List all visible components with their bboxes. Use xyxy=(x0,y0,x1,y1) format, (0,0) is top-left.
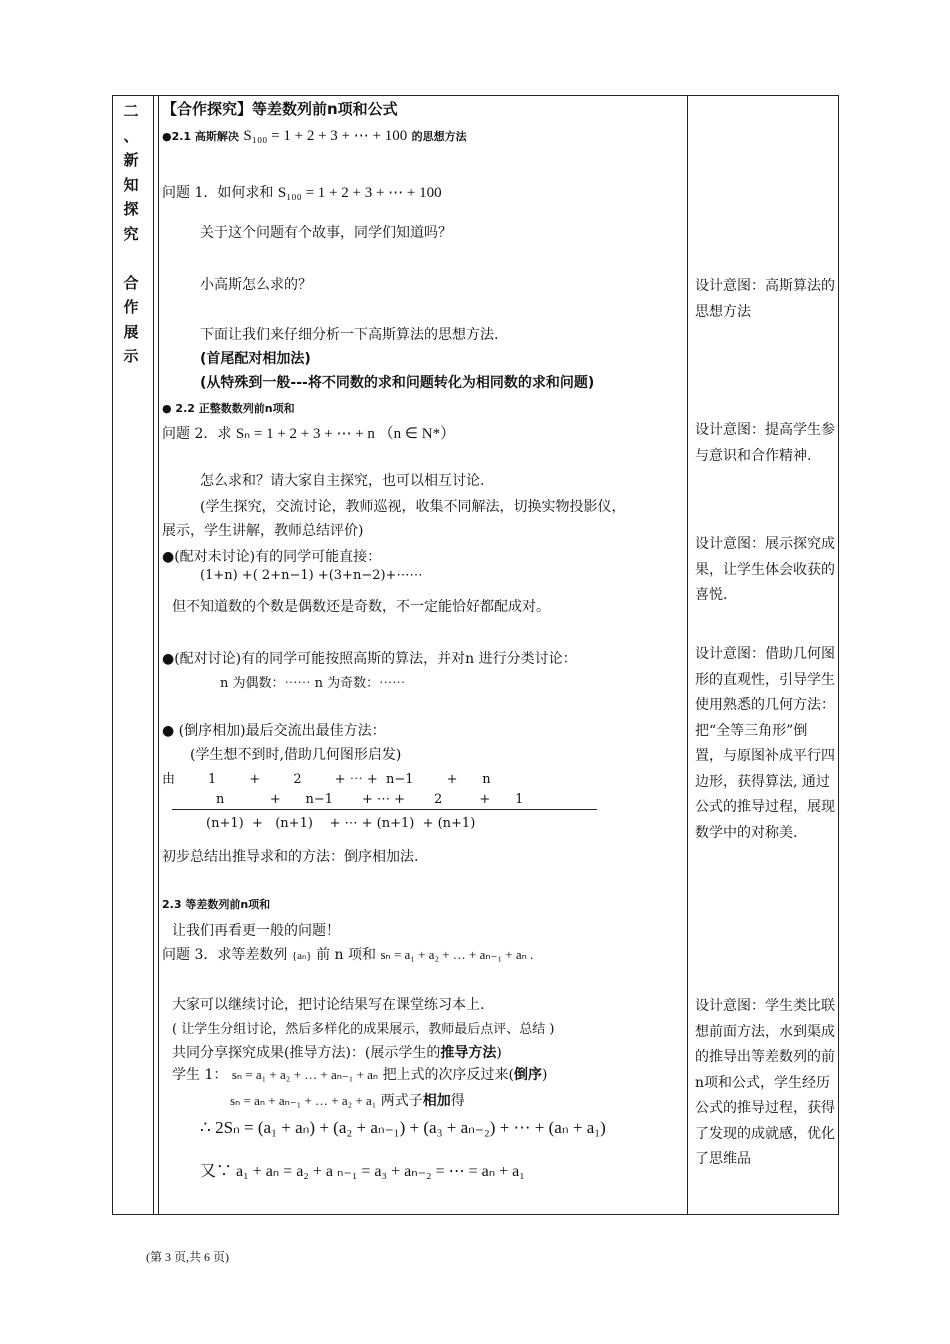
student-label: 学生 1： xyxy=(172,1067,228,1083)
expression-row: (n+1) + (n+1) + ⋯ + (n+1) + (n+1) xyxy=(206,816,476,831)
question-2 xyxy=(162,422,455,443)
formula: S₁₀₀ = 1 + 2 + 3 + ⋯ + 100 xyxy=(277,185,442,201)
question-label: 问题 1．如何求和 xyxy=(162,185,274,201)
expression: (1+n) +( 2+n−1) +(3+n−2)+⋯⋯ xyxy=(200,568,423,583)
paragraph: ( 让学生分组讨论，然后多样化的成果展示，教师最后点评、总结 ) xyxy=(172,1022,555,1037)
question-label: 问题 2．求 xyxy=(162,426,232,442)
paragraph: 怎么求和？请大家自主探究，也可以相互讨论. xyxy=(200,473,485,489)
design-note: 设计意图：展示探究成果，让学生体会收获的喜悦. xyxy=(695,536,835,603)
design-note: 设计意图：高斯算法的思想方法 xyxy=(695,278,835,320)
paragraph: 让我们再看更一般的问题！ xyxy=(172,923,340,939)
section-label-char: 合 xyxy=(123,273,139,292)
question-label: 问题 3．求等差数列 xyxy=(162,947,288,963)
paragraph: 展示，学生讲解，教师总结评价) xyxy=(162,523,364,539)
emphasis: 推导方法 xyxy=(440,1045,497,1061)
paragraph: 下面让我们来仔细分析一下高斯算法的思想方法. xyxy=(200,327,499,343)
equal-formula: 又∵ a₁ + aₙ = a₂ + a ₙ₋₁ = a₃ + aₙ₋₂ = ⋯ = aₙ + a₁ xyxy=(200,1163,525,1180)
paragraph: 大家可以继续讨论，把讨论结果写在课堂练习本上. xyxy=(172,997,485,1013)
section-label-char: 知 xyxy=(123,175,139,194)
design-note: 设计意图：提高学生参与意识和合作精神. xyxy=(695,422,835,464)
section-label-char: 二 xyxy=(123,102,139,120)
paragraph: (学生探究，交流讨论，教师巡视，收集不同解法，切换实物投影仪， xyxy=(200,499,626,515)
reverse-line xyxy=(162,1090,465,1110)
formula: {aₙ} xyxy=(291,950,312,962)
subsection-2-1 xyxy=(162,126,467,145)
section-label-char: 、 xyxy=(123,126,139,145)
expression-row: 由 1 + 2 + ⋯ + n−1 + n xyxy=(162,772,491,787)
emphasis: 相加 xyxy=(422,1093,451,1109)
subsection-heading-suffix: 的思想方法 xyxy=(411,130,467,143)
section-title: 【合作探究】等差数列前n项和公式 xyxy=(162,100,398,118)
section-label-char: 新 xyxy=(123,151,139,170)
method-note xyxy=(162,372,594,392)
paragraph-text: 得 xyxy=(450,1093,465,1109)
paragraph: 关于这个问题有个故事，同学们知道吗？ xyxy=(200,225,452,241)
question-3 xyxy=(162,944,533,964)
paragraph: ●(配对未讨论)有的同学可能直接： xyxy=(162,549,382,565)
subsection-heading: ●2.1 高斯解决 xyxy=(162,130,239,143)
design-note: 设计意图：借助几何图形的直观性，引导学生使用熟悉的几何方法：把“全等三角形”倒置，与原图补成平行四边形，获得算法, 通过公式的推导过程，展现数学中的对称美. xyxy=(695,646,835,841)
expression-row: n + n−1 + ⋯ + 2 + 1 xyxy=(216,792,524,807)
expression: n 为偶数：⋯⋯ n 为奇数：⋯⋯ xyxy=(220,676,406,691)
paragraph-text: 两式子 xyxy=(380,1093,423,1109)
sum-rule xyxy=(172,809,597,810)
subsection-2-3: 2.3 等差数列前n项和 xyxy=(162,898,271,911)
subsection-2-2: ● 2.2 正整数数列前n项和 xyxy=(162,402,295,415)
formula: sₙ = a₁ + a₂ + … + aₙ₋₁ + aₙ . xyxy=(380,947,534,962)
paragraph: 小高斯怎么求的？ xyxy=(200,277,312,293)
method-note: (首尾配对相加法) xyxy=(200,351,311,367)
paragraph: 但不知道数的个数是偶数还是奇数，不一定能恰好都配成对。 xyxy=(172,599,550,615)
paragraph-text: 把上式的次序反过来( xyxy=(382,1067,515,1083)
section-label xyxy=(112,95,150,369)
paragraph-text: ) xyxy=(542,1067,548,1083)
paragraph: (学生想不到时,借助几何图形启发) xyxy=(190,747,402,763)
paragraph-text: 共同分享探究成果(推导方法)：(展示学生的 xyxy=(172,1045,441,1061)
formula: S₁₀₀ = 1 + 2 + 3 + ⋯ + 100 xyxy=(243,128,408,144)
formula: sₙ = aₙ + aₙ₋₁ + … + a₂ + a₁ xyxy=(230,1093,377,1108)
formula: Sₙ = 1 + 2 + 3 + ⋯ + n （n ∈ N*） xyxy=(235,426,456,442)
design-note: 设计意图：学生类比联想前面方法，水到渠成的推导出等差数列的前n项和公式，学生经历公式的推导过程，获得了发现的成就感，优化了思维品 xyxy=(695,998,835,1167)
question-text: 前 n 项和 xyxy=(316,947,377,963)
formula: sₙ = a₁ + a₂ + … + aₙ₋₁ + aₙ xyxy=(231,1067,379,1082)
section-label-char: 展 xyxy=(123,322,139,341)
paragraph: ●(配对讨论)有的同学可能按照高斯的算法，并对n 进行分类讨论： xyxy=(162,651,577,667)
paragraph-text: ) xyxy=(496,1045,502,1061)
section-label-char: 究 xyxy=(123,224,139,243)
emphasis: 倒序 xyxy=(514,1067,543,1083)
section-label-gap xyxy=(112,247,150,271)
paragraph xyxy=(162,1042,502,1062)
paragraph: ● (倒序相加)最后交流出最佳方法： xyxy=(162,723,386,739)
sum-formula: ∴ 2Sₙ = (a₁ + aₙ) + (a₂ + aₙ₋₁) + (a₃ + aₙ₋₂) + ⋯ + (aₙ + a₁) xyxy=(200,1118,606,1137)
page-footer: (第 3 页,共 6 页) xyxy=(146,1250,229,1264)
question-1 xyxy=(162,182,442,202)
section-label-char: 探 xyxy=(123,200,139,219)
paragraph: 初步总结出推导求和的方法：倒序相加法. xyxy=(162,849,419,865)
section-label-char: 示 xyxy=(123,347,139,366)
section-label-char: 作 xyxy=(123,298,139,317)
student-1 xyxy=(162,1064,548,1084)
method-note-text: (从特殊到一般---将不同数的求和问题转化为相同数的求和问题) xyxy=(200,375,595,391)
